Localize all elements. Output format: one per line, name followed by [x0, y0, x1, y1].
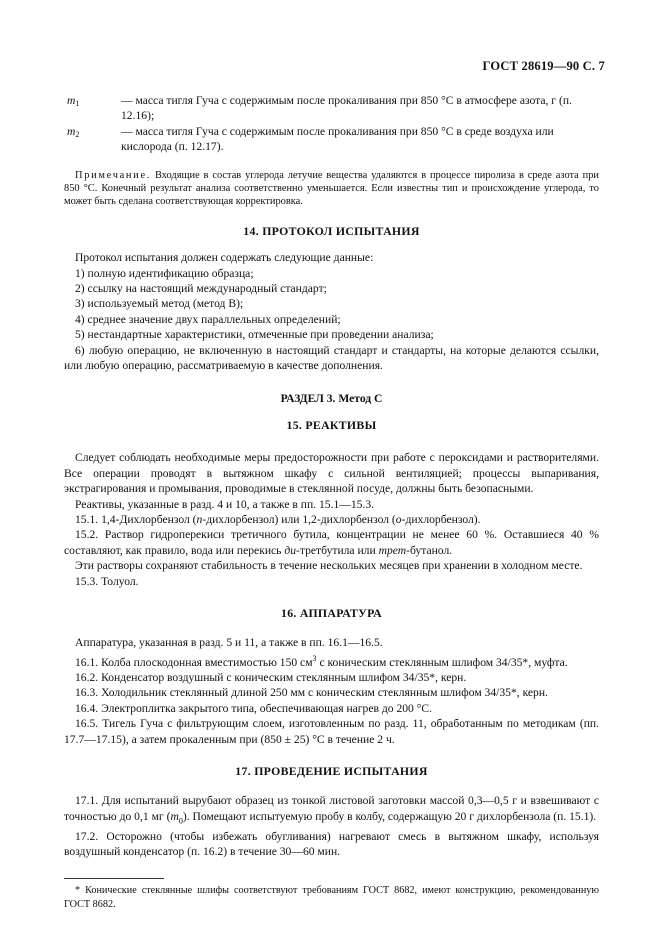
note-text: Входящие в состав углерода летучие вещества удаляются в процессе пиролиза в среде азота при 850 °С. Конечный результат анализа соответственно уменьшается. Если известны тип и происхождение углерода, то может быть сделана соответствующая корректировка.: [64, 169, 599, 208]
list-item: 4) среднее значение двух параллельных определений;: [75, 312, 341, 326]
list-item: 1) полную идентификацию образца;: [75, 266, 254, 280]
note: [64, 169, 599, 209]
item-16-4: 16.4. Электроплитка закрытого типа, обеспечивающая нагрев до 200 °С.: [75, 701, 433, 715]
section-15-paragraph: Эти растворы сохраняют стабильность в течение нескольких месяцев при хранении в холодном месте.: [75, 559, 583, 573]
section-16-paragraph: Аппаратура, указанная в разд. 5 и 11, а также в пп. 16.1—16.5.: [75, 636, 383, 650]
section-15-paragraph: Реактивы, указанные в разд. 4 и 10, а также в пп. 15.1—15.3.: [75, 497, 375, 511]
section-14-heading: 14. ПРОТОКОЛ ИСПЫТАНИЯ: [243, 223, 420, 238]
symbol-m2: $m_2$: [67, 124, 80, 139]
item-15-3: 15.3. Толуол.: [75, 574, 139, 588]
definition-m2: [64, 124, 599, 155]
item-17-1: 17.1. Для испытаний вырубают образец из тонкой листовой заготовки массой 0,3—0,5 г и взвешивают с точностью до 0,1 мг $(m_0)$. Помещают испытуемую пробу в колбу, содержащую 20 г дихлорбензола (п. 15.1).: [64, 794, 599, 826]
section-16-heading: 16. АППАРАТУРА: [281, 605, 382, 620]
definition-m2-text: — масса тигля Гуча с содержимым после прокаливания при 850 °С в среде воздуха или кислорода (п. 12.17).: [121, 124, 554, 154]
item-15-1: 15.1. 1,4-Дихлорбензол (п-дихлорбензол) или 1,2-дихлорбензол (о-дихлорбензол).: [75, 512, 481, 526]
note-label: Примечание.: [75, 169, 152, 181]
definition-m1-text: — масса тигля Гуча с содержимым после прокаливания при 850 °С в атмосфере азота, г (п. 12.16);: [121, 94, 572, 123]
footnote: * Конические стеклянные шлифы соответствуют требованиям ГОСТ 8682, имеют конструкцию, рекомендованную ГОСТ 8682.: [64, 885, 599, 910]
list-item: 6) любую операцию, не включенную в настоящий стандарт и стандарты, на которые делаются ссылки, или любую операцию, рассматриваемую в качестве дополнения.: [64, 343, 599, 373]
item-16-2: 16.2. Конденсатор воздушный с коническим стеклянным шлифом 34/35*, керн.: [75, 671, 467, 685]
item-16-5: 16.5. Тигель Гуча с фильтрующим слоем, изготовленным по разд. 11, обработанным по методикам (пп. 17.7—17.15), а затем прокаленным при (850 ± 25) °С в течение 2 ч.: [64, 717, 599, 746]
footnote-divider: [64, 878, 164, 879]
running-head: ГОСТ 28619—90 С. 7: [482, 59, 605, 73]
definition-m1: [64, 93, 599, 124]
list-item: 2) ссылку на настоящий международный стандарт;: [75, 282, 327, 296]
item-16-1: 16.1. Колба плоскодонная вместимостью 150 $см^3$ с коническим стеклянным шлифом 34/35*, муфта.: [75, 653, 568, 669]
section-17-heading: 17. ПРОВЕДЕНИЕ ИСПЫТАНИЯ: [235, 764, 428, 779]
item-17-2: 17.2. Осторожно (чтобы избежать обугливания) нагревают смесь в вытяжном шкафу, используя воздушный конденсатор (п. 16.2) в течение 30—60 мин.: [64, 829, 599, 859]
item-16-3: 16.3. Холодильник стеклянный длиной 250 мм с коническим стеклянным шлифом 34/35*, керн.: [75, 686, 548, 700]
section-14-intro: Протокол испытания должен содержать следующие данные:: [75, 251, 374, 265]
part-3-heading: РАЗДЕЛ 3. Метод С: [280, 391, 383, 405]
page-body: [64, 93, 599, 911]
section-15-paragraph: Следует соблюдать необходимые меры предосторожности при работе с пероксидами и растворителями. Все операции проводят в вытяжном шкафу с сильной вентиляцией; процессы выпаривания, экстрагирования и промывания, проводимые в стеклянной посуде, должны быть безопасными.: [64, 451, 599, 496]
symbol-m1: $m_1$: [67, 94, 80, 108]
item-15-2: 15.2. Раствор гидроперекиси третичного бутила, концентрации не менее 60 %. Оставшиеся 40 % составляют, как правило, вода или перекись ди-третбутила или трет-бутанол.: [64, 528, 599, 557]
section-14-body: [64, 250, 599, 373]
section-15-heading: 15. РЕАКТИВЫ: [286, 417, 377, 432]
list-item: 3) используемый метод (метод В);: [75, 297, 244, 311]
list-item: 5) нестандартные характеристики, отмеченные при проведении анализа;: [75, 328, 434, 342]
